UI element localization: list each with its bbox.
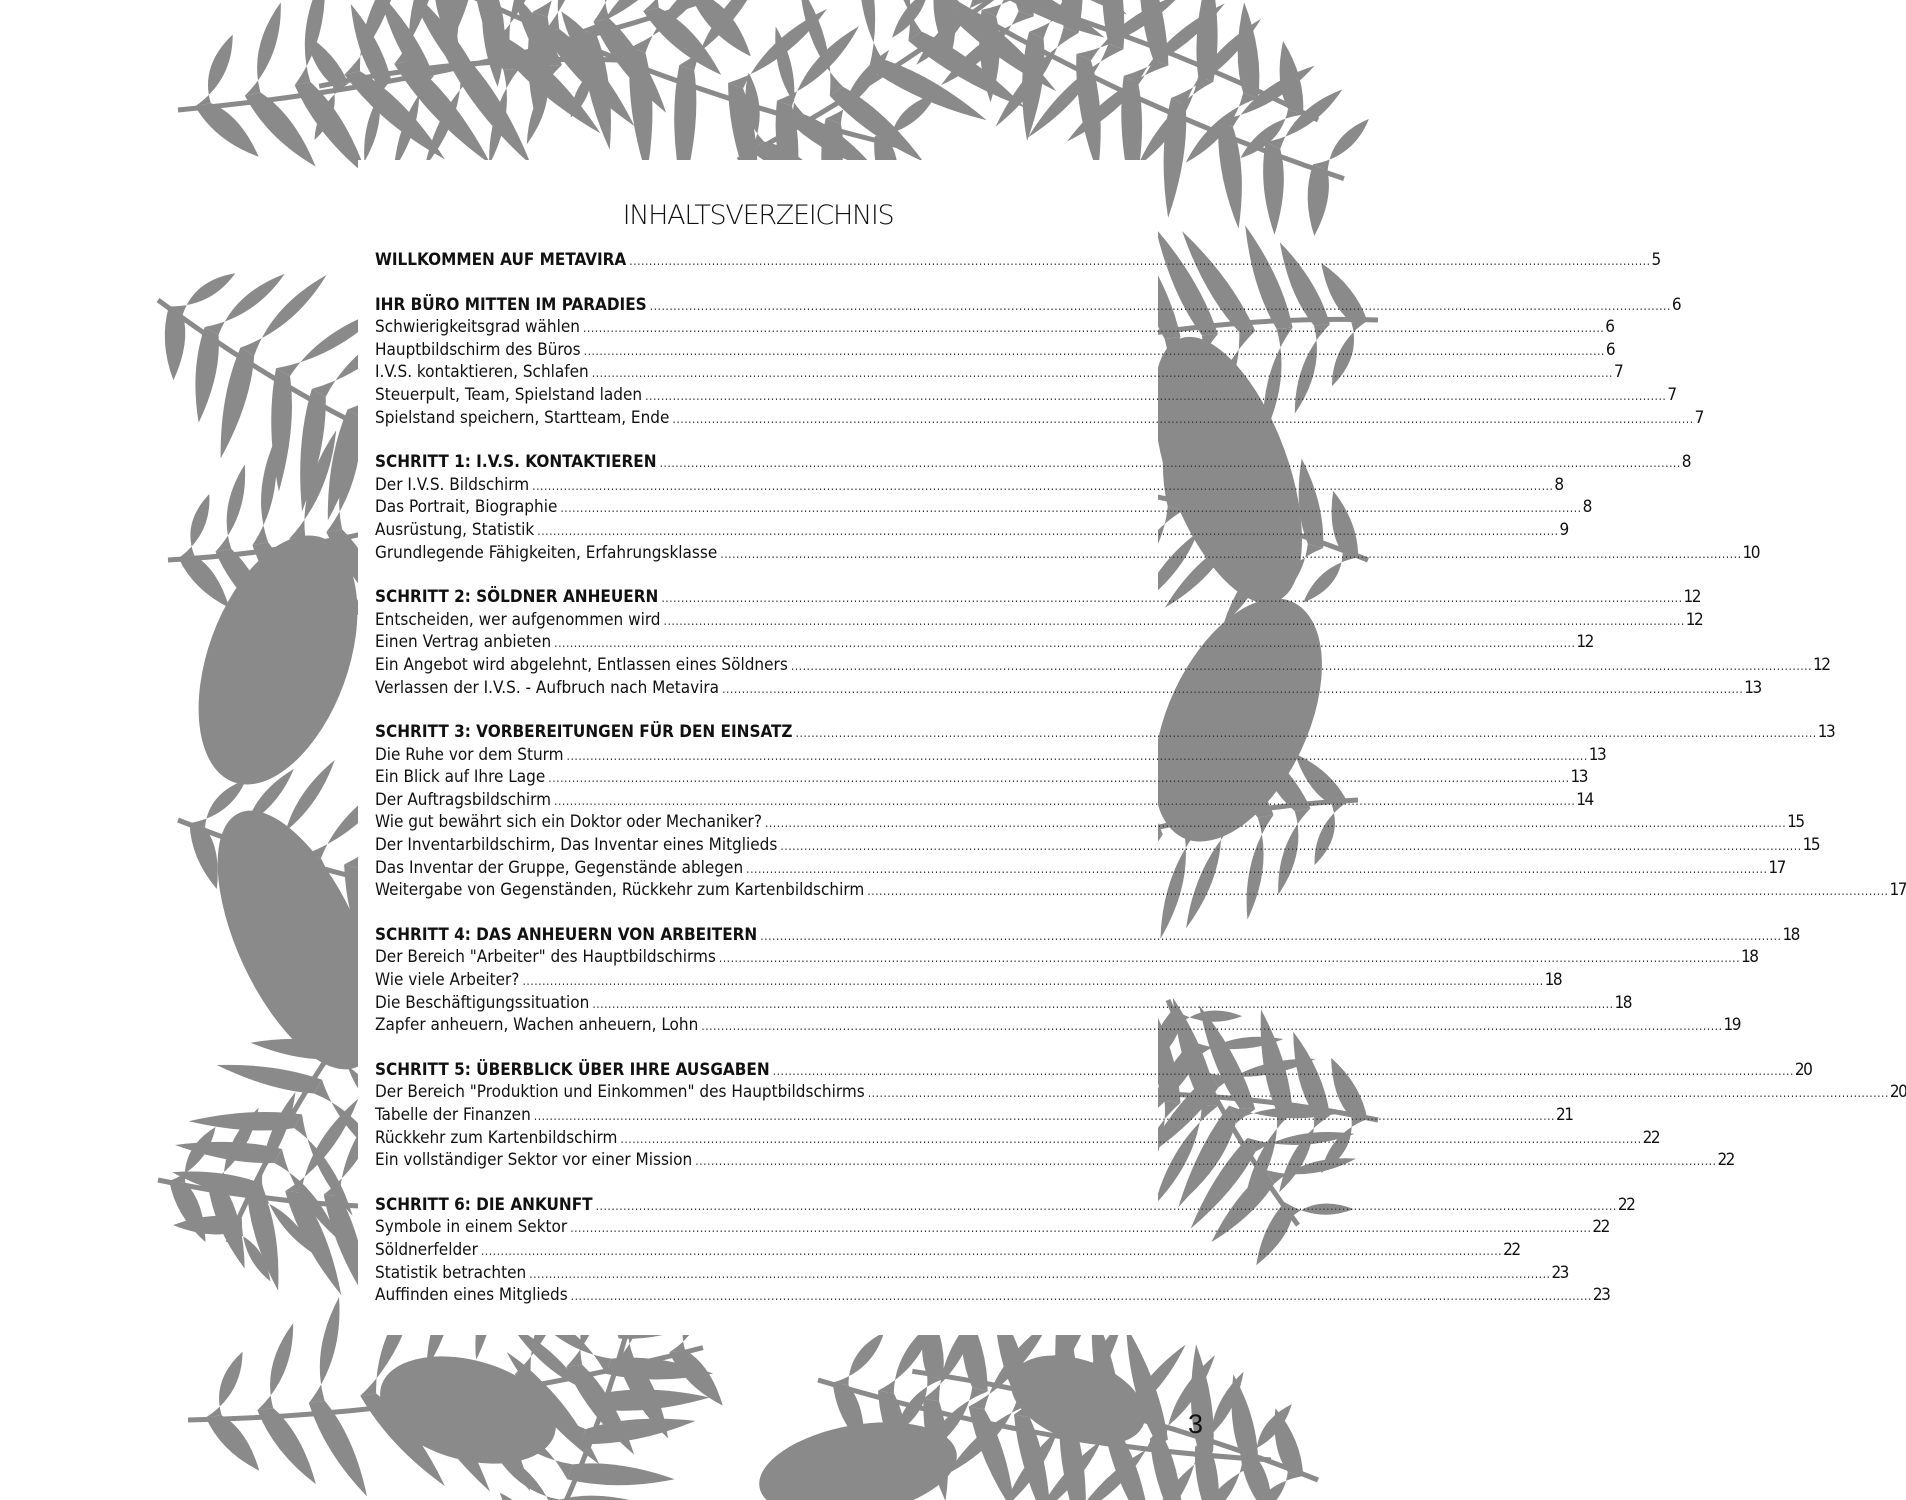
- toc-entry[interactable]: [375, 316, 1614, 339]
- toc-entry-label: Spielstand speichern, Startteam, Ende: [375, 407, 670, 428]
- toc-entry[interactable]: [375, 384, 1676, 407]
- toc-entry[interactable]: [375, 519, 1568, 542]
- toc-entry[interactable]: [375, 361, 1623, 384]
- toc-entry-label: Verlassen der I.V.S. - Aufbruch nach Metavira: [375, 677, 720, 698]
- toc-entry[interactable]: [375, 857, 1785, 880]
- toc-dot-leader: ....................................................................................................................................................................................................................................................................: [533, 1109, 1555, 1123]
- toc-entry-label: Die Beschäftigungssituation: [375, 992, 590, 1013]
- toc-entry-label: Zapfer anheuern, Wachen anheuern, Lohn: [375, 1015, 699, 1036]
- toc-entry-label: Der Bereich "Produktion und Einkommen" des Hauptbildschirms: [375, 1082, 865, 1103]
- toc-entry[interactable]: [375, 474, 1563, 497]
- toc-page-number: 13: [1588, 744, 1606, 765]
- toc-dot-leader: ....................................................................................................................................................................................................................................................................: [695, 1154, 1717, 1169]
- toc-entry-label: Ein Angebot wird abgelehnt, Entlassen eines Söldners: [375, 654, 788, 675]
- toc-page-number: 13: [1744, 677, 1761, 698]
- manual-page: [218, 0, 1906, 1500]
- toc-dot-leader: ....................................................................................................................................................................................................................................................................: [701, 1019, 1723, 1034]
- toc-entry[interactable]: [375, 496, 1591, 519]
- toc-dot-leader: ....................................................................................................................................................................................................................................................................: [663, 613, 1685, 628]
- toc-entry-label: Der Inventarbildschirm, Das Inventar eines Mitglieds: [375, 835, 778, 856]
- toc-page-number: 23: [1551, 1262, 1568, 1283]
- toc-page-number: 8: [1681, 452, 1691, 473]
- toc-page-number: 5: [1651, 250, 1660, 270]
- toc-page-number: 17: [1768, 857, 1785, 878]
- toc-entry-label: Der I.V.S. Bildschirm: [375, 474, 530, 495]
- toc-entry[interactable]: [375, 1127, 1660, 1150]
- toc-entry-label: Grundlegende Fähigkeiten, Erfahrungsklasse: [375, 542, 718, 563]
- toc-dot-leader: ....................................................................................................................................................................................................................................................................: [629, 254, 1651, 268]
- toc-heading-label: SCHRITT 1: I.V.S. KONTAKTIEREN: [375, 452, 657, 473]
- toc-entry[interactable]: [375, 789, 1593, 812]
- toc-page-number: 6: [1671, 294, 1681, 315]
- toc-title: INHALTSVERZEICHNIS: [622, 200, 894, 231]
- toc-page-number: 6: [1605, 317, 1614, 338]
- toc-page-number: 20: [1889, 1082, 1906, 1103]
- toc-section-heading[interactable]: [375, 924, 1799, 947]
- toc-section: [375, 721, 1906, 902]
- toc-dot-leader: ....................................................................................................................................................................................................................................................................: [790, 658, 1813, 673]
- toc-page-number: 7: [1613, 362, 1623, 383]
- toc-heading-label: SCHRITT 3: VORBEREITUNGEN FÜR DEN EINSATZ: [375, 722, 793, 743]
- toc-dot-leader: ....................................................................................................................................................................................................................................................................: [867, 884, 1889, 899]
- toc-entry-label: Symbole in einem Sektor: [375, 1217, 568, 1238]
- toc-entry[interactable]: [375, 969, 1562, 992]
- toc-dot-leader: ....................................................................................................................................................................................................................................................................: [672, 411, 1694, 426]
- toc-section: [375, 249, 1660, 272]
- toc-section-heading[interactable]: [375, 1194, 1635, 1217]
- toc-page-number: 13: [1570, 767, 1587, 788]
- toc-dot-leader: ....................................................................................................................................................................................................................................................................: [554, 636, 1576, 651]
- toc-entry-label: Statistik betrachten: [375, 1262, 527, 1283]
- toc-page-number: 22: [1717, 1150, 1734, 1171]
- toc-dot-leader: ....................................................................................................................................................................................................................................................................: [582, 321, 1605, 336]
- toc-dot-leader: ....................................................................................................................................................................................................................................................................: [537, 523, 1559, 538]
- leaf-shape-icon: [368, 1338, 568, 1481]
- toc-dot-leader: ....................................................................................................................................................................................................................................................................: [772, 1063, 1794, 1078]
- page-number: 3: [1188, 1409, 1204, 1439]
- toc-page-number: 22: [1617, 1194, 1635, 1215]
- toc-dot-leader: ....................................................................................................................................................................................................................................................................: [548, 771, 1570, 786]
- toc-page-number: 13: [1817, 722, 1835, 743]
- toc-entry[interactable]: [375, 609, 1703, 632]
- toc-entry[interactable]: [375, 339, 1615, 362]
- toc-dot-leader: ....................................................................................................................................................................................................................................................................: [780, 839, 1802, 854]
- toc-dot-leader: ....................................................................................................................................................................................................................................................................: [595, 1198, 1617, 1213]
- toc-dot-leader: ....................................................................................................................................................................................................................................................................: [532, 478, 1554, 493]
- toc-page-number: 21: [1555, 1105, 1573, 1125]
- toc-page-number: 22: [1503, 1239, 1520, 1260]
- toc-page-number: 8: [1582, 497, 1591, 518]
- toc-entry-label: Entscheiden, wer aufgenommen wird: [375, 609, 661, 630]
- toc-entry-label: Tabelle der Finanzen: [375, 1105, 531, 1125]
- toc-page-number: 14: [1576, 789, 1593, 810]
- toc-page-number: 7: [1667, 384, 1676, 405]
- toc-dot-leader: ....................................................................................................................................................................................................................................................................: [795, 726, 1817, 741]
- toc-dot-leader: ....................................................................................................................................................................................................................................................................: [722, 681, 1744, 696]
- toc-entry[interactable]: [375, 811, 1804, 834]
- toc-dot-leader: ....................................................................................................................................................................................................................................................................: [566, 748, 1588, 763]
- toc-entry[interactable]: [375, 744, 1606, 767]
- toc-section-heading[interactable]: [375, 249, 1660, 272]
- toc-entry[interactable]: [375, 946, 1758, 969]
- toc-dot-leader: ....................................................................................................................................................................................................................................................................: [554, 793, 1576, 808]
- toc-page-number: 7: [1694, 407, 1703, 428]
- toc-heading-label: WILLKOMMEN AUF METAVIRA: [375, 250, 627, 270]
- toc-page-number: 6: [1605, 339, 1615, 360]
- toc-list: [375, 249, 1906, 1329]
- toc-dot-leader: ....................................................................................................................................................................................................................................................................: [746, 861, 1768, 876]
- toc-entry-label: Auffinden eines Mitglieds: [375, 1285, 568, 1306]
- toc-page-number: 19: [1723, 1015, 1740, 1036]
- toc-dot-leader: ....................................................................................................................................................................................................................................................................: [591, 366, 1613, 381]
- toc-page-number: 12: [1685, 609, 1703, 630]
- toc-dot-leader: ....................................................................................................................................................................................................................................................................: [522, 974, 1544, 989]
- toc-page-number: 15: [1787, 812, 1804, 833]
- toc-entry[interactable]: [375, 631, 1593, 654]
- toc-entry-label: Hauptbildschirm des Büros: [375, 339, 581, 360]
- toc-heading-label: SCHRITT 5: ÜBERBLICK ÜBER IHRE AUSGABEN: [375, 1059, 770, 1080]
- toc-dot-leader: ....................................................................................................................................................................................................................................................................: [570, 1289, 1592, 1304]
- toc-page-number: 18: [1614, 992, 1632, 1013]
- toc-entry[interactable]: [375, 1104, 1573, 1127]
- toc-dot-leader: ....................................................................................................................................................................................................................................................................: [529, 1266, 1551, 1281]
- toc-entry[interactable]: [375, 654, 1830, 677]
- toc-page-number: 17: [1889, 880, 1906, 901]
- toc-dot-leader: ....................................................................................................................................................................................................................................................................: [592, 996, 1614, 1011]
- toc-dot-leader: ....................................................................................................................................................................................................................................................................: [720, 546, 1742, 561]
- toc-panel: [358, 160, 1906, 1335]
- toc-section-heading[interactable]: [375, 721, 1835, 744]
- toc-entry-label: Weitergabe von Gegenständen, Rückkehr zum Kartenbildschirm: [375, 880, 865, 901]
- toc-entry-label: Söldnerfelder: [375, 1239, 478, 1260]
- toc-entry-label: Wie viele Arbeiter?: [375, 970, 520, 991]
- toc-page-number: 12: [1576, 632, 1593, 653]
- toc-entry-label: Steuerpult, Team, Spielstand laden: [375, 384, 643, 405]
- toc-dot-leader: ....................................................................................................................................................................................................................................................................: [649, 298, 1671, 313]
- toc-section-heading[interactable]: [375, 451, 1691, 474]
- toc-dot-leader: ....................................................................................................................................................................................................................................................................: [659, 456, 1681, 471]
- toc-section-heading[interactable]: [375, 294, 1681, 317]
- toc-dot-leader: ....................................................................................................................................................................................................................................................................: [661, 591, 1683, 606]
- toc-entry-label: Das Inventar der Gruppe, Gegenstände ablegen: [375, 857, 744, 878]
- toc-entry-label: Ausrüstung, Statistik: [375, 519, 535, 540]
- toc-section: [375, 1194, 1635, 1307]
- toc-entry-label: Rückkehr zum Kartenbildschirm: [375, 1127, 618, 1148]
- toc-dot-leader: ....................................................................................................................................................................................................................................................................: [867, 1086, 1889, 1101]
- toc-dot-leader: ....................................................................................................................................................................................................................................................................: [560, 501, 1582, 516]
- toc-entry-label: Einen Vertrag anbieten: [375, 632, 552, 653]
- toc-dot-leader: ....................................................................................................................................................................................................................................................................: [583, 343, 1605, 358]
- toc-dot-leader: ....................................................................................................................................................................................................................................................................: [764, 816, 1787, 831]
- toc-page-number: 18: [1782, 924, 1799, 945]
- toc-entry-label: Die Ruhe vor dem Sturm: [375, 744, 564, 765]
- toc-heading-label: SCHRITT 6: DIE ANKUNFT: [375, 1194, 593, 1215]
- toc-page-number: 8: [1554, 474, 1563, 495]
- toc-page-number: 18: [1544, 970, 1562, 991]
- toc-entry[interactable]: [375, 677, 1761, 700]
- toc-entry[interactable]: [375, 992, 1632, 1015]
- toc-section: [375, 586, 1830, 699]
- toc-section-heading[interactable]: [375, 1059, 1812, 1082]
- toc-dot-leader: ....................................................................................................................................................................................................................................................................: [760, 928, 1782, 943]
- toc-section: [375, 294, 1703, 430]
- toc-page-number: 20: [1794, 1059, 1812, 1080]
- toc-page-number: 23: [1592, 1285, 1610, 1306]
- toc-page-number: 22: [1592, 1217, 1609, 1238]
- toc-entry[interactable]: [375, 834, 1820, 857]
- toc-dot-leader: ....................................................................................................................................................................................................................................................................: [620, 1131, 1642, 1146]
- toc-entry[interactable]: [375, 407, 1703, 430]
- toc-dot-leader: ....................................................................................................................................................................................................................................................................: [718, 951, 1741, 966]
- toc-section: [375, 451, 1759, 564]
- toc-page-number: 12: [1683, 587, 1700, 608]
- toc-entry[interactable]: [375, 879, 1906, 902]
- toc-entry[interactable]: [375, 1239, 1520, 1262]
- toc-entry-label: Der Bereich "Arbeiter" des Hauptbildschirms: [375, 947, 716, 968]
- toc-section: [375, 1059, 1906, 1172]
- toc-entry-label: Das Portrait, Biographie: [375, 497, 558, 518]
- toc-page-number: 9: [1559, 519, 1568, 540]
- toc-page-number: 15: [1802, 835, 1820, 856]
- toc-entry[interactable]: [375, 1014, 1740, 1037]
- toc-dot-leader: ....................................................................................................................................................................................................................................................................: [645, 388, 1667, 403]
- toc-entry-label: Der Auftragsbildschirm: [375, 789, 552, 810]
- toc-entry[interactable]: [375, 1216, 1609, 1239]
- toc-page-number: 18: [1741, 947, 1758, 968]
- toc-entry-label: I.V.S. kontaktieren, Schlafen: [375, 362, 589, 383]
- toc-heading-label: SCHRITT 2: SÖLDNER ANHEUERN: [375, 587, 659, 608]
- toc-entry-label: Ein Blick auf Ihre Lage: [375, 767, 546, 788]
- toc-entry[interactable]: [375, 542, 1759, 565]
- toc-dot-leader: ....................................................................................................................................................................................................................................................................: [570, 1221, 1592, 1236]
- toc-page-number: 12: [1813, 654, 1830, 675]
- toc-entry-label: Wie gut bewährt sich ein Doktor oder Mechaniker?: [375, 812, 762, 833]
- toc-section: [375, 924, 1799, 1037]
- toc-heading-label: IHR BÜRO MITTEN IM PARADIES: [375, 294, 647, 315]
- toc-dot-leader: ....................................................................................................................................................................................................................................................................: [480, 1243, 1503, 1258]
- toc-entry[interactable]: [375, 1081, 1906, 1104]
- toc-page-number: 22: [1642, 1127, 1660, 1148]
- toc-entry[interactable]: [375, 766, 1587, 789]
- toc-entry[interactable]: [375, 1262, 1568, 1285]
- toc-entry-label: Ein vollständiger Sektor vor einer Mission: [375, 1150, 693, 1171]
- toc-heading-label: SCHRITT 4: DAS ANHEUERN VON ARBEITERN: [375, 924, 758, 945]
- toc-page-number: 10: [1742, 542, 1759, 563]
- toc-entry[interactable]: [375, 1284, 1610, 1307]
- toc-entry[interactable]: [375, 1149, 1734, 1172]
- toc-entry-label: Schwierigkeitsgrad wählen: [375, 317, 580, 338]
- toc-section-heading[interactable]: [375, 586, 1700, 609]
